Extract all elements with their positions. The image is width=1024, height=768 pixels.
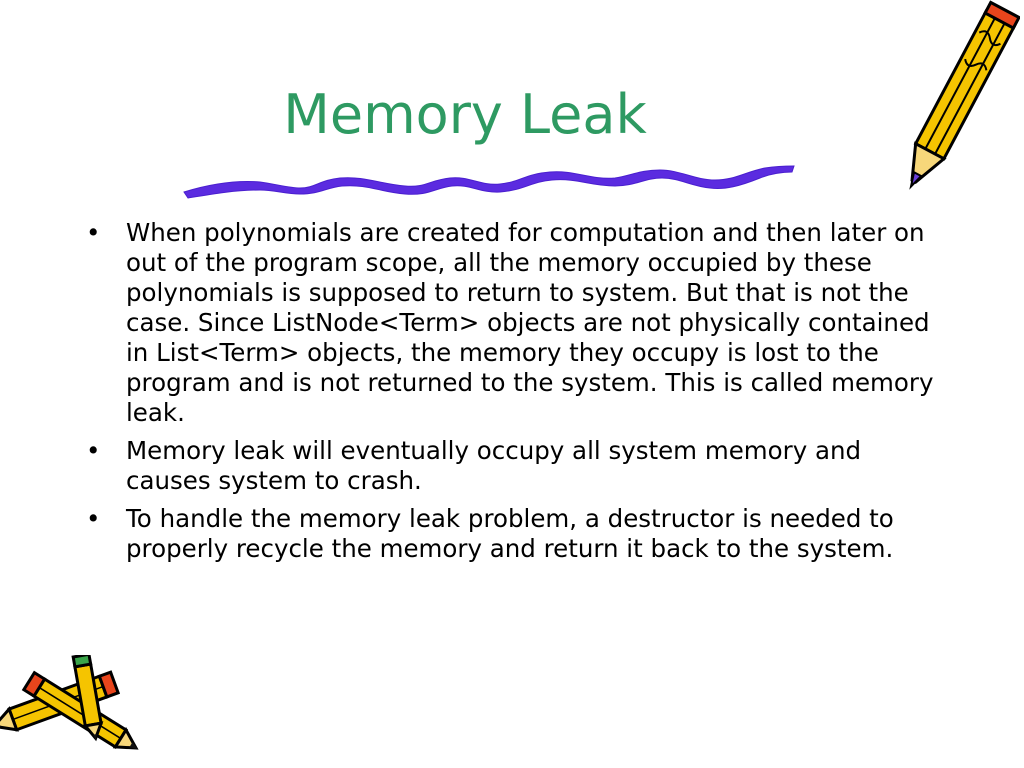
slide-title: Memory Leak: [283, 83, 647, 146]
bullet-item: • Memory leak will eventually occupy all system memory and causes system to crash.: [86, 436, 946, 496]
bullet-item: • To handle the memory leak problem, a destructor is needed to properly recycle the memory and return it back to the system.: [86, 504, 946, 564]
bullet-list: [86, 218, 946, 572]
pencil-icon: [895, 0, 1020, 205]
bullet-item: • When polynomials are created for computation and then later on out of the program scope, all the memory occupied by these polynomials is supposed to return to system. But that is not the case. Since ListNode<Term> objects are not physically contained in List<Term> objects, the memory they occupy is lost to the program and is not returned to the system. This is called memory leak.: [86, 218, 946, 428]
crossed-pencils-icon: [0, 655, 165, 760]
squiggle-underline-icon: [180, 158, 800, 200]
